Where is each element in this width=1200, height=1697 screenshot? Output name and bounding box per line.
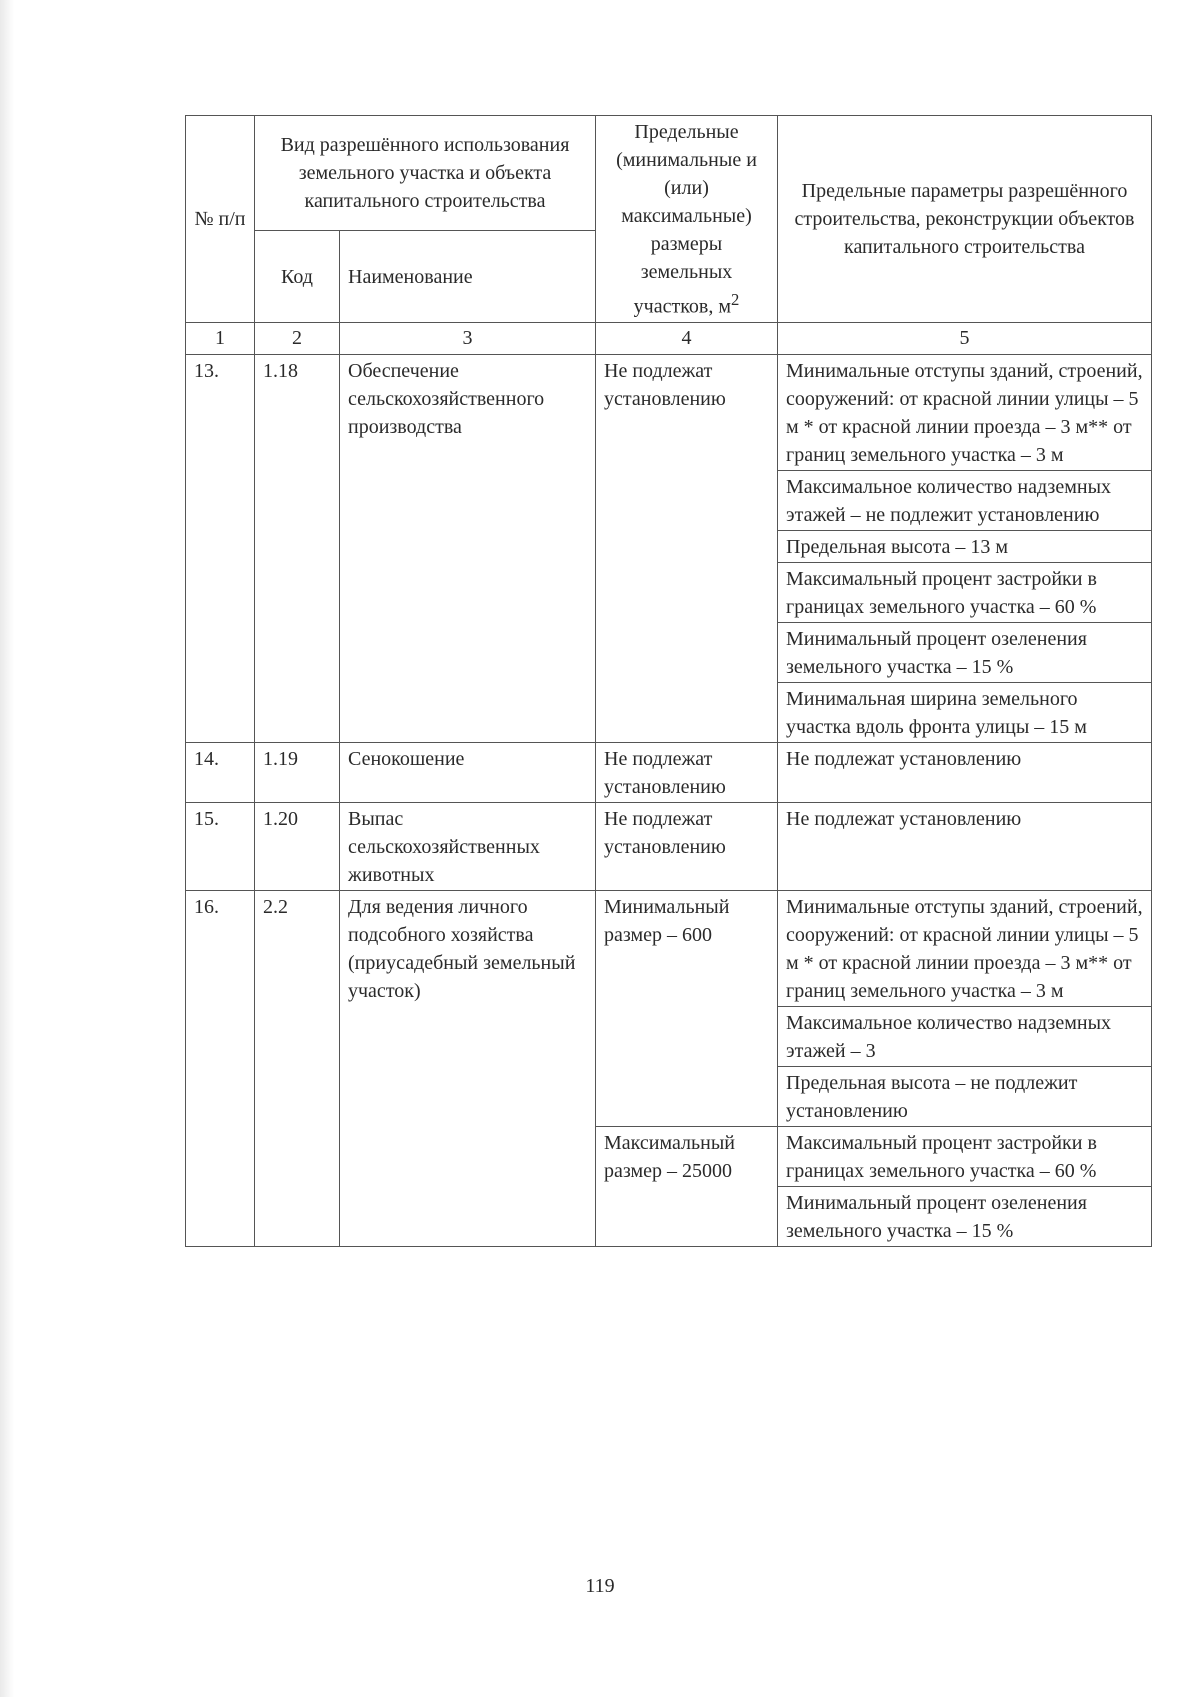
page-number: 119: [585, 1575, 615, 1597]
col-number: 1: [186, 322, 255, 354]
row-code: 1.18: [255, 354, 340, 742]
column-numbers-row: [186, 322, 1152, 354]
row-num: 16.: [186, 890, 255, 1246]
col-number: 5: [778, 322, 1152, 354]
row-params: Не подлежат установлению: [778, 802, 1152, 890]
header-kod: Код: [255, 230, 340, 322]
row-params-a: [778, 890, 1152, 1126]
row-size: Не подлежат установлению: [596, 742, 778, 802]
param-item: Максимальный процент застройки в границах земельного участка – 60 %: [778, 562, 1151, 622]
row-size: Не подлежат установлению: [596, 802, 778, 890]
header-params: Предельные параметры разрешённого строительства, реконструкции объектов капитального строительства: [778, 116, 1152, 323]
row-size-max: Максимальный размер – 25000: [596, 1126, 778, 1246]
row-name: Сенокошение: [340, 742, 596, 802]
header-razmery: [596, 116, 778, 323]
table-row: [186, 742, 1152, 802]
header-vid: Вид разрешённого использования земельного участка и объекта капитального строительства: [255, 116, 596, 231]
regulations-table: [185, 115, 1152, 1247]
param-item: Минимальный процент озеленения земельного участка – 15 %: [778, 622, 1151, 682]
param-item: Минимальный процент озеленения земельного участка – 15 %: [778, 1186, 1151, 1246]
col-number: 4: [596, 322, 778, 354]
param-item: Максимальное количество надземных этажей – 3: [778, 1006, 1151, 1066]
row-params: [778, 354, 1152, 742]
row-num: 13.: [186, 354, 255, 742]
col-number: 2: [255, 322, 340, 354]
param-item: Минимальные отступы зданий, строений, сооружений: от красной линии улицы – 5 м * от красной линии проезда – 3 м** от границ земельного участка – 3 м: [786, 359, 1143, 466]
scan-edge: [0, 0, 14, 1697]
header-num: № п/п: [186, 116, 255, 323]
param-item: Максимальный процент застройки в границах земельного участка – 60 %: [786, 1131, 1097, 1182]
param-item: Предельная высота – 13 м: [778, 530, 1151, 562]
row-size-min: Минимальный размер – 600: [596, 890, 778, 1126]
param-item: Минимальная ширина земельного участка вдоль фронта улицы – 15 м: [778, 682, 1151, 742]
row-code: 2.2: [255, 890, 340, 1246]
row-num: 14.: [186, 742, 255, 802]
header-razmery-text: Предельные (минимальные и (или) максимальные) размеры земельных участков, м: [616, 121, 757, 318]
row-params: Не подлежат установлению: [778, 742, 1152, 802]
param-item: Максимальное количество надземных этажей – не подлежит установлению: [778, 470, 1151, 530]
row-size: Не подлежат установлению: [596, 354, 778, 742]
row-code: 1.19: [255, 742, 340, 802]
row-name: Для ведения личного подсобного хозяйства (приусадебный земельный участок): [340, 890, 596, 1246]
header-naim: Наименование: [340, 230, 596, 322]
header-razmery-sup: 2: [731, 290, 740, 309]
row-code: 1.20: [255, 802, 340, 890]
table-row: [186, 802, 1152, 890]
param-item: Предельная высота – не подлежит установлению: [778, 1066, 1151, 1126]
row-name: Выпас сельскохозяйственных животных: [340, 802, 596, 890]
row-num: 15.: [186, 802, 255, 890]
row-params-b: [778, 1126, 1152, 1246]
table-row: [186, 354, 1152, 742]
param-item: Минимальные отступы зданий, строений, сооружений: от красной линии улицы – 5 м * от красной линии проезда – 3 м** от границ земельного участка – 3 м: [786, 895, 1143, 1002]
table-row: [186, 890, 1152, 1126]
col-number: 3: [340, 322, 596, 354]
row-name: Обеспечение сельскохозяйственного производства: [340, 354, 596, 742]
